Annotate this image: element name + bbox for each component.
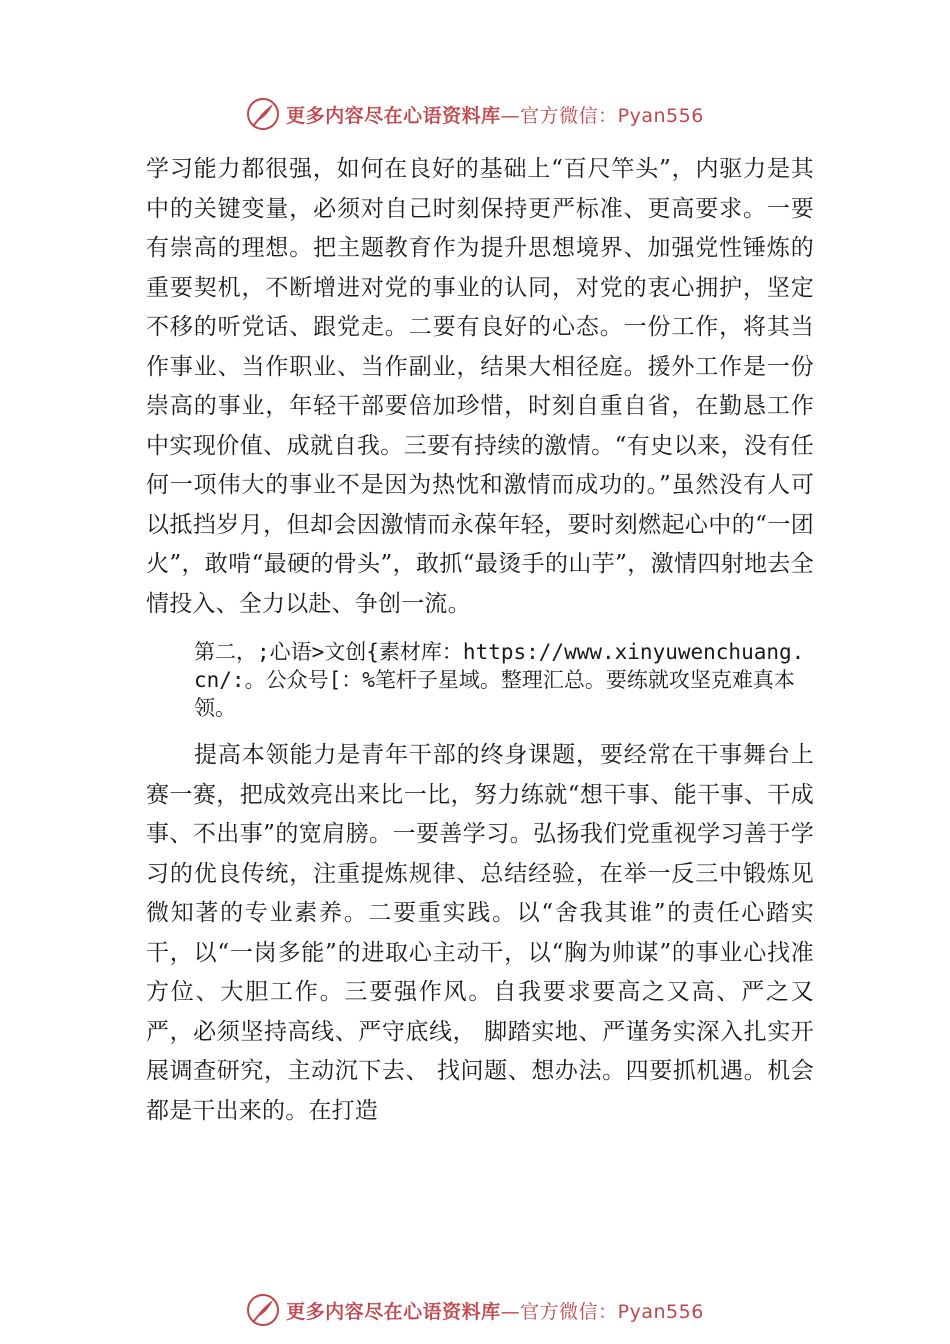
body-paragraph-1: 学习能力都很强，如何在良好的基础上“百尺竿头”，内驱力是其中的关键变量，必须对自己时刻保持更严标准、更高要求。一要有崇高的理想。把主题教育作为提升思想境界、加强党性锤炼的重要契机，不断增进对党的事业的认同，对党的衷心拥护，坚定不移的听党话、跟党走。二要有良好的心态。一份工作，将其当作事业、当作职业、当作副业，结果大相径庭。援外工作是一份崇高的事业，年轻干部要倍加珍惜，时刻自重自省，在勤恳工作中实现价值、成就自我。三要有持续的激情。“有史以来，没有任何一项伟大的事业不是因为热忱和激情而成功的。”虽然没有人可以抵挡岁月，但却会因激情而永葆年轻，要时刻燃起心中的“一团火”，敢啃“最硬的骨头”，敢抓“最烫手的山芋”，激情四射地去全情投入、全力以赴、争创一流。	[146, 156, 814, 617]
quill-pen-logo-icon	[246, 97, 280, 131]
document-body	[146, 150, 814, 1131]
footer-banner	[0, 1288, 950, 1332]
header-text	[286, 101, 704, 128]
quill-pen-logo-icon	[246, 1293, 280, 1327]
footer-separator: —	[500, 1300, 521, 1323]
header-suffix-text: 官方微信：Pyan556	[520, 104, 704, 127]
footer-brand-text: 更多内容尽在心语资料库	[286, 1300, 501, 1323]
footer-text	[286, 1297, 704, 1324]
body-paragraph-2: 第二，;心语>文创{素材库：https://www.xinyuwenchuang.cn/:。公众号[：%笔杆子星域。整理汇总。要练就攻坚克难真本领。	[194, 640, 805, 720]
body-paragraph-3: 提高本领能力是青年干部的终身课题，要经常在干事舞台上赛一赛，把成效亮出来比一比，努力练就“想干事、能干事、干成事、不出事”的宽肩膀。一要善学习。弘扬我们党重视学习善于学习的优良传统，注重提炼规律、总结经验，在举一反三中锻炼见微知著的专业素养。二要重实践。以“舍我其谁”的责任心踏实干，以“一岗多能”的进取心主动干，以“胸为帅谋”的事业心找准方位、大胆工作。三要强作风。自我要求要高之又高、严之又严，必须坚持高线、严守底线， 脚踏实地、严谨务实深入扎实开展调查研究，主动沉下去、 找问题、想办法。四要抓机遇。机会都是干出来的。在打造	[146, 742, 814, 1124]
header-banner	[0, 92, 950, 136]
header-brand-text: 更多内容尽在心语资料库	[286, 104, 501, 127]
header-separator: —	[500, 104, 521, 127]
footer-suffix-text: 官方微信：Pyan556	[520, 1300, 704, 1323]
